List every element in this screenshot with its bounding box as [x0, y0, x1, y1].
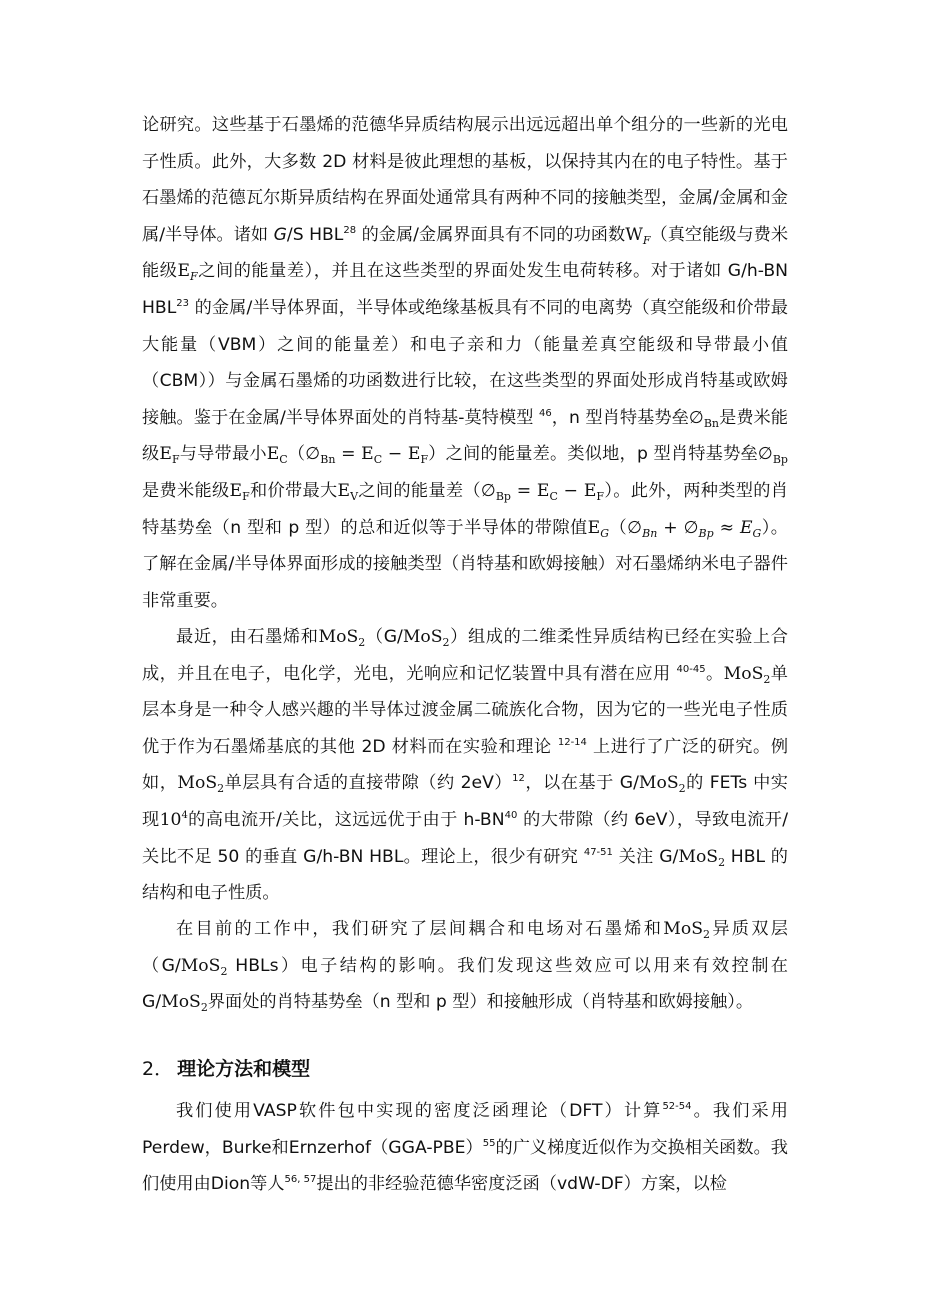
section-heading — [142, 1056, 310, 1082]
math-eg: $E_G$ — [587, 517, 610, 540]
citation: 23 — [176, 297, 190, 309]
citation: 28 — [343, 224, 357, 236]
citation: 46 — [538, 407, 552, 419]
math-bandgap-sum: $\emptyset_{Bn}$ + $\emptyset_{Bp} \approx E_G$ — [627, 517, 762, 540]
citation: 40-45 — [676, 663, 706, 675]
math-fermi-level: $E_F$ — [177, 261, 198, 284]
math-equation-n: $\emptyset_{Bn} = E_C - E_F$ — [305, 444, 429, 467]
paragraph-present-work: 在目前的工作中，我们研究了层间耦合和电场对石墨烯和MoS$_2$异质双层（G/MoS$_2$ HBLs）电子结构的影响。我们发现这些效应可以用来有效控制在 G/MoS$_2$界面处的肖特基势垒（n 型和 p 型）和接触形成（肖特基和欧姆接触）。 — [142, 919, 788, 1015]
citation: 55 — [482, 1137, 496, 1149]
math-ev: $E_V$ — [337, 480, 359, 503]
paragraph-contact-types: 论研究。这些基于石墨烯的范德华异质结构展示出远远超出单个组分的一些新的光电子性质。此外，大多数 2D 材料是彼此理想的基板，以保持其内在的电子特性。基于石墨烯的范德瓦尔斯异质结构在界面处通常具有两种不同的接触类型，金属/金属和金属/半导体。诸如 G/S HBL$^{28}$ 的金属/金属界面具有不同的功函数$W_F$（真空能级与费米能级$E_F$之间的能量差），并且在这些类型的界面处发生电荷转移。对于诸如 G/h-BN HBL$^{23}$ 的金属/半导体界面，半导体或绝缘基板具有不同的电离势（真空能级和价带最大能量（VBM）之间的能量差）和电子亲和力（能量差真空能级和导带最小值（CBM））与金属石墨烯的功函数进行比较，在这些类型的界面处形成肖特基或欧姆接触。鉴于在金属/半导体界面处的肖特基-莫特模型 $^{46}$，n 型肖特基势垒$\emptyset_{Bn}$是费米能级$E_F$与导带最小$E_C(\emptyset_{Bn} = E_C - E_F)$之间的能量差。类似地，p 型肖特基势垒$\emptyset_{Bp}$是费米能级$E_F$和价带最大$E_V$之间的能量差$(\emptyset_{Bp} = E_C - E_F)$。此外，两种类型的肖特基势垒（n 型和 p 型）的总和近似等于半导体的带隙值$E_G(\emptyset_{Bn}$ + $\emptyset_{Bp} \approx E_G$）。了解在金属/半导体界面形成的接触类型（肖特基和欧姆接触）对石墨烯纳米电子器件非常重要。 — [142, 115, 789, 611]
math-ef: $E_F$ — [159, 444, 180, 467]
section-title: 理论方法和模型 — [177, 1058, 311, 1080]
citation: 40 — [504, 809, 518, 821]
paragraph-mos2-background: 最近，由石墨烯和MoS$_2$（G/MoS$_2$）组成的二维柔性异质结构已经在实验上合成，并且在电子，电化学，光电，光响应和记忆装置中具有潜在应用 $^{40-45}$。MoS$_2$单层本身是一种令人感兴趣的半导体过渡金属二硫族化合物，因为它的一些光电子性质优于作为石墨烯基底的其他 2D 材料而在实验和理论 $^{12-14}$ 上进行了广泛的研究。例如，MoS$_2$单层具有合适的直接带隙（约 2eV）$^{12}$，以在基于 G/MoS$_2$的 FETs 中实现$10^4$的高电流开/关比，这远远优于由于 h-BN$^{40}$ 的大带隙（约 6eV），导致电流开/关比不足 50 的垂直 G/h-BN HBL。理论上，很少有研究 $^{47-51}$ 关注 G/MoS$_2$ HBL 的结构和电子性质。 — [142, 627, 789, 904]
math-phi-bn: $\emptyset_{Bn}$ — [688, 407, 720, 430]
citation: 12-14 — [557, 736, 587, 748]
section-number: 2． — [142, 1058, 174, 1080]
math-phi-bp: $\emptyset_{Bp}$ — [757, 444, 788, 467]
math-ef: $E_F$ — [229, 480, 250, 503]
citation: 56, 57 — [284, 1174, 317, 1186]
citation: 52-54 — [662, 1101, 692, 1112]
math-equation-p: $\emptyset_{Bp} = E_C - E_F$ — [480, 480, 605, 503]
citation: 12 — [512, 773, 525, 785]
citation: 47-51 — [583, 846, 613, 858]
paragraph-methods: 我们使用VASP软件包中实现的密度泛函理论（DFT）计算$^{52-54}$。我们采用 Perdew，Burke和$Ernzerhof(GGA-PBE)^{55}$的广义梯度近似作为交换相关函数。我们使用由Dion等人$^{56, 57}$提出的非经验范德华密度泛函（vdW-DF）方案，以检 — [142, 1101, 788, 1195]
math-ec: $E_C$ — [266, 444, 288, 467]
math-work-function: $W_F$ — [625, 224, 651, 247]
